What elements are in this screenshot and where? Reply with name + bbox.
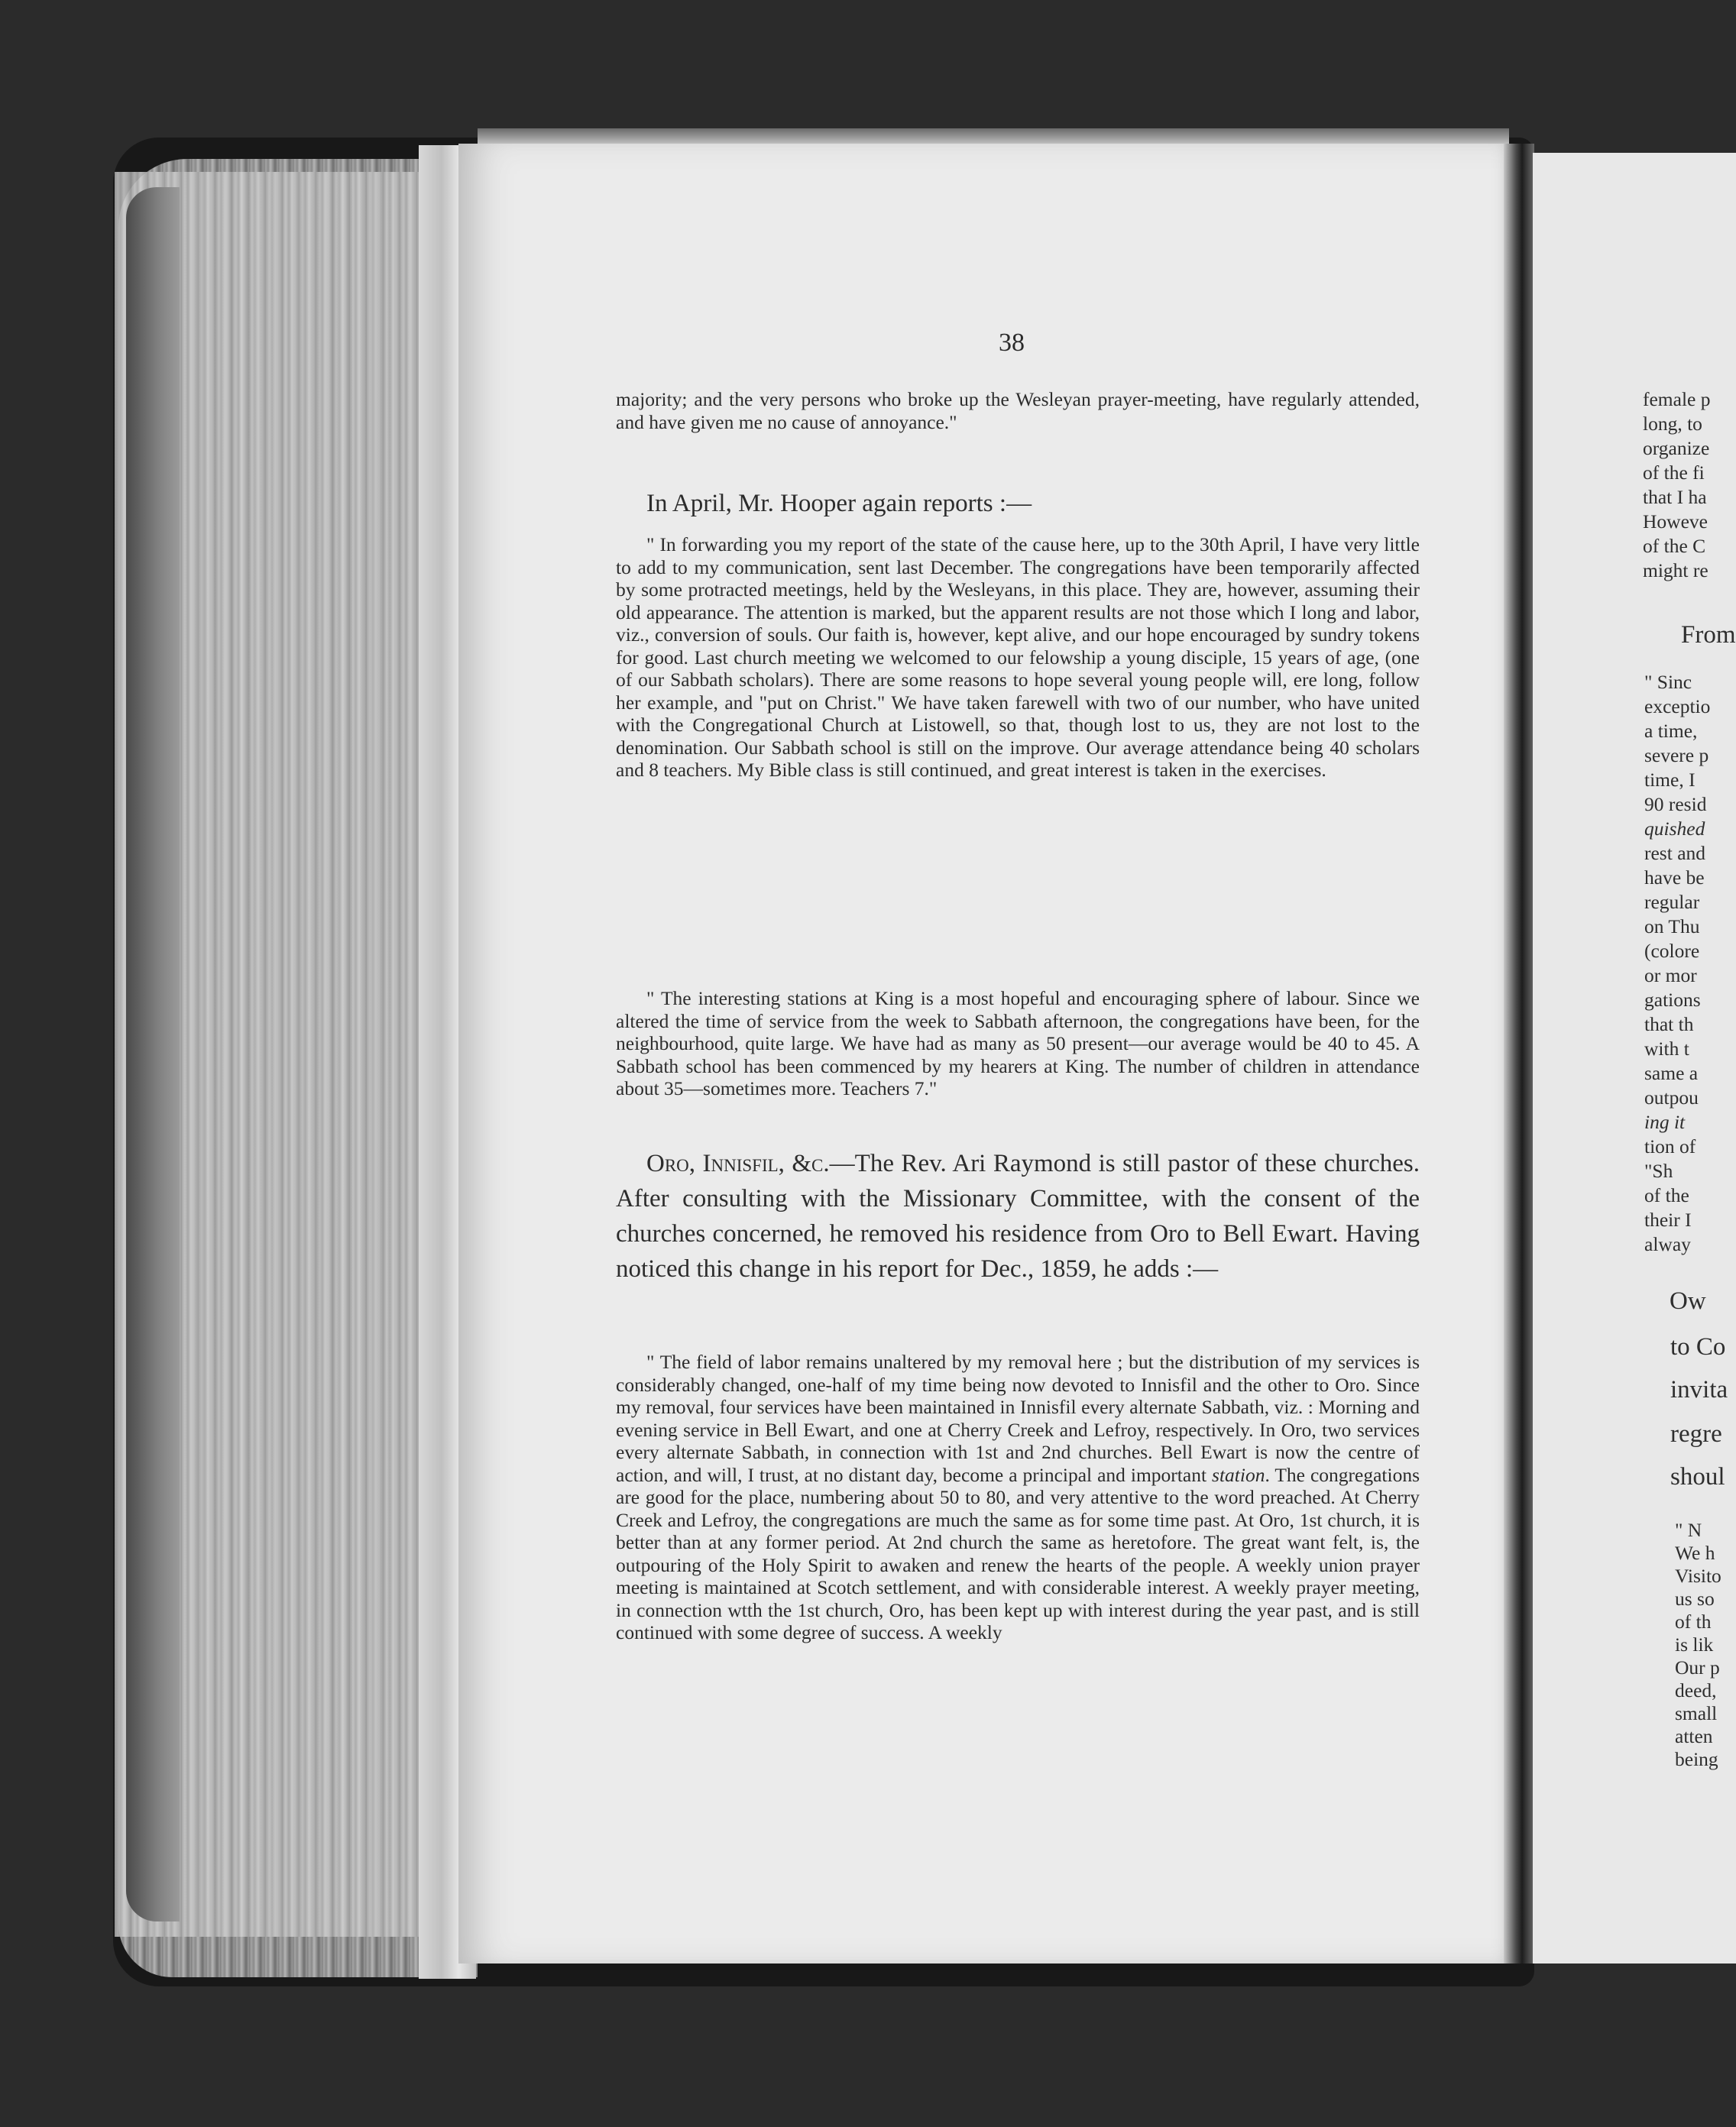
right-page-line: organize xyxy=(1643,437,1710,459)
right-page-line: might re xyxy=(1643,559,1708,581)
hooper-report-paragraph-1: " In forwarding you my report of the state of the cause here, up to the 30th April, I have very little to add to my communication, sent last December. The congregations have been temporarily affected by some protracted meetings, held by the Wesleyans, in this place. They are, however, assuming their old appearance. The attention is marked, but the apparent results are not those which I long and labor, viz., conversion of souls. Our faith is, however, kept alive, and our hope encouraged by sundry tokens for good. Last church meeting we welcomed to our felowship a young disciple, 15 years of age, (one of our Sabbath scholars). There are some reasons to hope several young people will, ere long, follow her example, and "put on Christ." We have taken farewell with two of our number, who have united with the Congregational Church at Listowell, so that, though lost to us, they are not lost to the denomination. Our Sabbath school is still on the improve. Our average attendance being 40 scholars and 8 teachers. My Bible class is still continued, and great interest is taken in the exercises. xyxy=(616,533,1420,781)
right-page-line: have be xyxy=(1644,866,1705,889)
right-page-line: on Thu xyxy=(1644,915,1700,937)
book-cover-edge xyxy=(126,187,180,1921)
right-page-line: small xyxy=(1675,1702,1718,1724)
right-page-line: atten xyxy=(1675,1725,1713,1747)
right-page-line: their I xyxy=(1644,1209,1692,1231)
right-page-line: shoul xyxy=(1670,1463,1725,1491)
oro-section-paragraph xyxy=(616,1146,1420,1287)
right-page-line: or mor xyxy=(1644,964,1697,986)
right-page-line: Visito xyxy=(1675,1565,1721,1587)
right-page-line: rest and xyxy=(1644,842,1706,864)
right-page-line: " Sinc xyxy=(1644,671,1692,693)
right-page-line: being xyxy=(1675,1748,1718,1770)
oro-section-heading: Oro, Innisfil, &c. xyxy=(646,1150,830,1177)
right-page-line: same a xyxy=(1644,1062,1699,1084)
raymond-report-station: station xyxy=(1212,1463,1265,1486)
raymond-report-paragraph xyxy=(616,1351,1420,1644)
right-page-line: long, to xyxy=(1643,413,1702,435)
right-page-line: deed, xyxy=(1675,1679,1717,1701)
right-page-line: regular xyxy=(1644,891,1700,913)
right-page-line: female p xyxy=(1643,388,1711,410)
right-page-line: quished xyxy=(1644,817,1705,840)
right-page-line: a time, xyxy=(1644,720,1698,742)
right-page-line: ing it xyxy=(1644,1111,1686,1133)
april-intro: In April, Mr. Hooper again reports :— xyxy=(646,490,1032,517)
page-number: 38 xyxy=(999,329,1025,357)
right-page-line: Howeve xyxy=(1643,510,1708,533)
continuation-paragraph: majority; and the very persons who broke up the Wesleyan prayer-meeting, have regularly attended, and have given me no cause of annoyance." xyxy=(616,388,1420,433)
right-page-line: us so xyxy=(1675,1588,1715,1610)
right-page-line: tion of xyxy=(1644,1135,1696,1157)
right-page-line: exceptio xyxy=(1644,695,1711,717)
right-page-line: of th xyxy=(1675,1611,1712,1633)
oro-section-text: —The Rev. Ari Raymond is still pastor of these churches. After consulting with the Missionary Committee, with the consent of the churches concerned, he removed his residence from Oro to Bell Ewart. Having noticed this change in his report for Dec., 1859, he adds :— xyxy=(616,1150,1420,1283)
right-page-line: time, I xyxy=(1644,769,1696,791)
right-page-line: of the C xyxy=(1643,535,1706,557)
right-page-line: that I ha xyxy=(1643,486,1707,508)
right-page-line: Ow xyxy=(1670,1287,1706,1315)
right-page-line: "Sh xyxy=(1644,1160,1673,1182)
right-page-line: that th xyxy=(1644,1013,1694,1035)
raymond-report-part-a: " The field of labor remains unaltered by my removal here ; but the distribution of my services is considerably changed, one-half of my time being now devoted to Innisfil and the other to Oro. Since my removal, four services have been maintained in Innisfil every alternate Sabbath, viz. : Morning and evening service in Bell Ewart, and one at Cherry Creek and Lefroy, respectively. In Oro, two services every alternate Sabbath, in connection with 1st and 2nd churches. Bell Ewart is now the centre of action, and will, I trust, at no distant day, become a principal and important xyxy=(616,1351,1420,1486)
right-page-line: of the fi xyxy=(1643,461,1705,484)
right-page-line: (colore xyxy=(1644,940,1700,962)
hooper-report-paragraph-2: " The interesting stations at King is a most hopeful and encouraging sphere of labour. Since we altered the time of service from the week to Sabbath afternoon, the congregations have been, for the neighbourhood, quite large. We have had as many as 50 present—our average would be 40 to 45. A Sabbath school has been commenced by my hearers at King. The number of children in attendance about 35—sometimes more. Teachers 7." xyxy=(616,987,1420,1099)
right-page-line: regre xyxy=(1670,1420,1722,1448)
right-page-line: with t xyxy=(1644,1038,1689,1060)
right-page-line: gations xyxy=(1644,989,1701,1011)
right-page-line: " N xyxy=(1675,1519,1702,1541)
right-page-line: is lik xyxy=(1675,1633,1714,1656)
right-page-line: severe p xyxy=(1644,744,1709,766)
right-page-line: Our p xyxy=(1675,1656,1720,1679)
right-page-line: of the xyxy=(1644,1184,1689,1206)
right-page-line: to Co xyxy=(1670,1333,1726,1361)
right-page-line: We h xyxy=(1675,1542,1715,1564)
right-page-line: 90 resid xyxy=(1644,793,1707,815)
right-page-line: alway xyxy=(1644,1233,1691,1255)
right-page-line: From xyxy=(1681,621,1736,649)
right-page-line: outpou xyxy=(1644,1086,1699,1109)
raymond-report-part-b: . The congregations are good for the place, numbering about 50 to 80, and very attentive to the word preached. At Cherry Creek and Lefroy, the congregations are much the same as for some time past. At Oro, 1st church, it is better than at any former period. At 2nd church the same as heretofore. The great want felt, is, the outpouring of the Holy Spirit to awaken and renew the hearts of the people. A weekly union prayer meeting is maintained at Scotch settlement, and with considerable interest. A weekly prayer meeting, in connection wtth the 1st church, Oro, has been kept up with interest during the year past, and is still continued with some degree of success. A weekly xyxy=(616,1463,1420,1643)
right-page-line: invita xyxy=(1670,1376,1728,1403)
book-gutter xyxy=(1504,144,1534,1964)
